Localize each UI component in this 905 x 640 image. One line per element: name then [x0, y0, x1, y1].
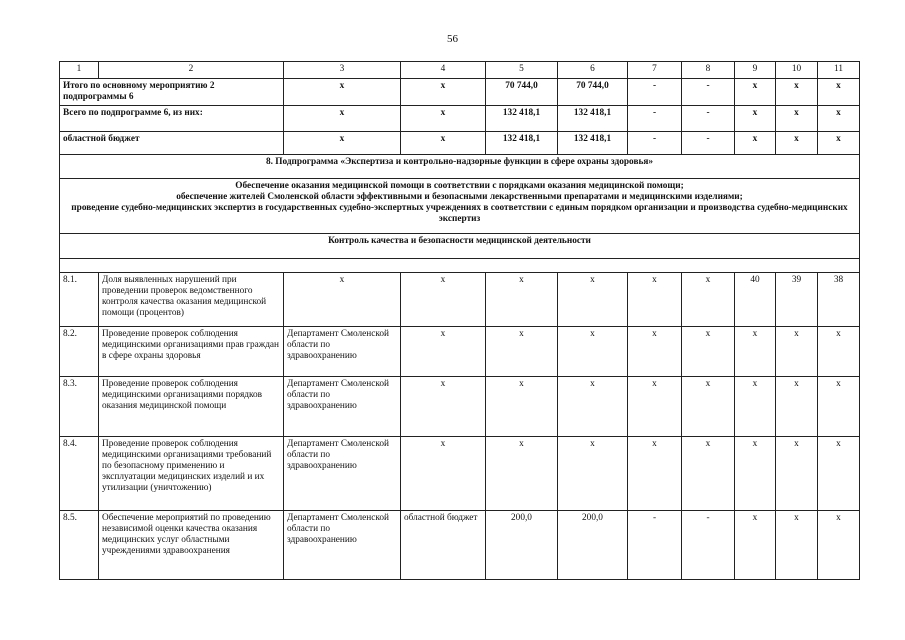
item-cell: х [735, 437, 776, 511]
table-body [60, 62, 860, 580]
column-number: 2 [99, 62, 284, 79]
summary-cell: х [735, 132, 776, 155]
subprogram-title: 8. Подпрограмма «Экспертиза и контрольно-надзорные функции в сфере охраны здоровья» [60, 155, 860, 179]
item-row [60, 511, 860, 580]
item-funding-source: областной бюджет [401, 511, 486, 580]
item-cell: х [558, 377, 628, 437]
item-cell: х [818, 511, 860, 580]
summary-cell: - [628, 106, 682, 132]
summary-cell: 132 418,1 [486, 106, 558, 132]
item-row [60, 327, 860, 377]
column-number: 1 [60, 62, 99, 79]
summary-cell: - [682, 132, 735, 155]
summary-cell: х [818, 106, 860, 132]
summary-cell: х [401, 79, 486, 106]
item-cell: - [628, 511, 682, 580]
summary-cell: х [776, 132, 818, 155]
summary-cell: х [735, 79, 776, 106]
column-number: 6 [558, 62, 628, 79]
item-funding-source: х [401, 377, 486, 437]
item-cell: х [682, 437, 735, 511]
summary-cell: 70 744,0 [486, 79, 558, 106]
goal-line: Обеспечение оказания медицинской помощи в соответствии с порядками оказания медицинской помощи; [235, 181, 684, 191]
item-cell: х [776, 437, 818, 511]
summary-cell: 132 418,1 [558, 106, 628, 132]
summary-row-name: областной бюджет [60, 132, 284, 155]
summary-cell: х [284, 106, 401, 132]
column-number: 7 [628, 62, 682, 79]
spacer-cell [60, 259, 860, 273]
item-executor: х [284, 273, 401, 327]
summary-cell: х [284, 79, 401, 106]
column-number: 11 [818, 62, 860, 79]
summary-cell: 70 744,0 [558, 79, 628, 106]
column-number: 3 [284, 62, 401, 79]
summary-cell: х [735, 106, 776, 132]
item-cell: х [558, 327, 628, 377]
item-name: Доля выявленных нарушений при проведении проверок ведомственного контроля качества оказания медицинской помощи (процентов) [99, 273, 284, 327]
item-cell: х [628, 377, 682, 437]
item-cell: х [735, 511, 776, 580]
item-cell: х [628, 327, 682, 377]
item-cell: х [776, 377, 818, 437]
column-number: 9 [735, 62, 776, 79]
item-cell: х [735, 377, 776, 437]
summary-cell: - [628, 79, 682, 106]
summary-row-name: Итого по основному мероприятию 2 подпрограммы 6 [60, 79, 284, 106]
item-number: 8.5. [60, 511, 99, 580]
item-executor: Департамент Смоленской области по здравоохранению [284, 437, 401, 511]
column-number: 4 [401, 62, 486, 79]
goals-block [60, 179, 860, 234]
item-cell: х [486, 273, 558, 327]
item-funding-source: х [401, 273, 486, 327]
item-cell: х [735, 327, 776, 377]
section-row [60, 234, 860, 259]
item-cell: х [558, 273, 628, 327]
item-row [60, 437, 860, 511]
item-cell: х [628, 273, 682, 327]
item-cell: х [486, 437, 558, 511]
item-cell: х [818, 327, 860, 377]
item-number: 8.2. [60, 327, 99, 377]
item-funding-source: х [401, 437, 486, 511]
item-number: 8.4. [60, 437, 99, 511]
item-cell: х [628, 437, 682, 511]
item-number: 8.3. [60, 377, 99, 437]
column-number: 10 [776, 62, 818, 79]
item-cell: х [558, 437, 628, 511]
goal-line: обеспечение жителей Смоленской области эффективными и безопасными лекарственными препаратами и медицинскими изделиями; [176, 192, 743, 202]
item-cell: х [682, 327, 735, 377]
summary-cell: х [776, 79, 818, 106]
summary-row-name: Всего по подпрограмме 6, из них: [60, 106, 284, 132]
item-cell: х [776, 511, 818, 580]
item-cell: х [818, 377, 860, 437]
item-cell: 40 [735, 273, 776, 327]
item-cell: 39 [776, 273, 818, 327]
summary-cell: 132 418,1 [558, 132, 628, 155]
program-table [59, 61, 860, 580]
item-cell: х [682, 377, 735, 437]
summary-cell: х [818, 79, 860, 106]
item-executor: Департамент Смоленской области по здравоохранению [284, 511, 401, 580]
item-cell: х [486, 377, 558, 437]
item-cell: 200,0 [558, 511, 628, 580]
item-cell: х [486, 327, 558, 377]
summary-cell: х [818, 132, 860, 155]
summary-cell: х [284, 132, 401, 155]
column-number: 5 [486, 62, 558, 79]
item-row [60, 377, 860, 437]
item-cell: 200,0 [486, 511, 558, 580]
page-number: 56 [447, 33, 458, 45]
item-name: Обеспечение мероприятий по проведению независимой оценки качества оказания медицинских услуг областными учреждениями здравоохранения [99, 511, 284, 580]
item-cell: х [776, 327, 818, 377]
item-cell: - [682, 511, 735, 580]
column-number-row [60, 62, 860, 79]
summary-cell: х [776, 106, 818, 132]
spacer-row [60, 259, 860, 273]
item-cell: х [818, 437, 860, 511]
subprogram-row [60, 155, 860, 179]
summary-cell: х [401, 106, 486, 132]
summary-cell: - [682, 79, 735, 106]
summary-row [60, 132, 860, 155]
column-number: 8 [682, 62, 735, 79]
item-name: Проведение проверок соблюдения медицинскими организациями прав граждан в сфере охраны здоровья [99, 327, 284, 377]
item-cell: 38 [818, 273, 860, 327]
summary-cell: х [401, 132, 486, 155]
section-title: Контроль качества и безопасности медицинской деятельности [60, 234, 860, 259]
goal-line: проведение судебно-медицинских экспертиз в государственных судебно-экспертных учреждениях в соответствии с единым порядком организации и производства судебно-медицинских экспертиз [71, 203, 848, 224]
item-name: Проведение проверок соблюдения медицинскими организациями требований по безопасному применению и эксплуатации медицинских изделий и их утилизации (уничтожению) [99, 437, 284, 511]
goals-row [60, 179, 860, 234]
summary-cell: 132 418,1 [486, 132, 558, 155]
item-row [60, 273, 860, 327]
item-cell: х [682, 273, 735, 327]
item-executor: Департамент Смоленской области по здравоохранению [284, 377, 401, 437]
item-funding-source: х [401, 327, 486, 377]
item-name: Проведение проверок соблюдения медицинскими организациями порядков оказания медицинской помощи [99, 377, 284, 437]
summary-cell: - [628, 132, 682, 155]
item-number: 8.1. [60, 273, 99, 327]
summary-row [60, 79, 860, 106]
summary-row [60, 106, 860, 132]
item-executor: Департамент Смоленской области по здравоохранению [284, 327, 401, 377]
summary-cell: - [682, 106, 735, 132]
